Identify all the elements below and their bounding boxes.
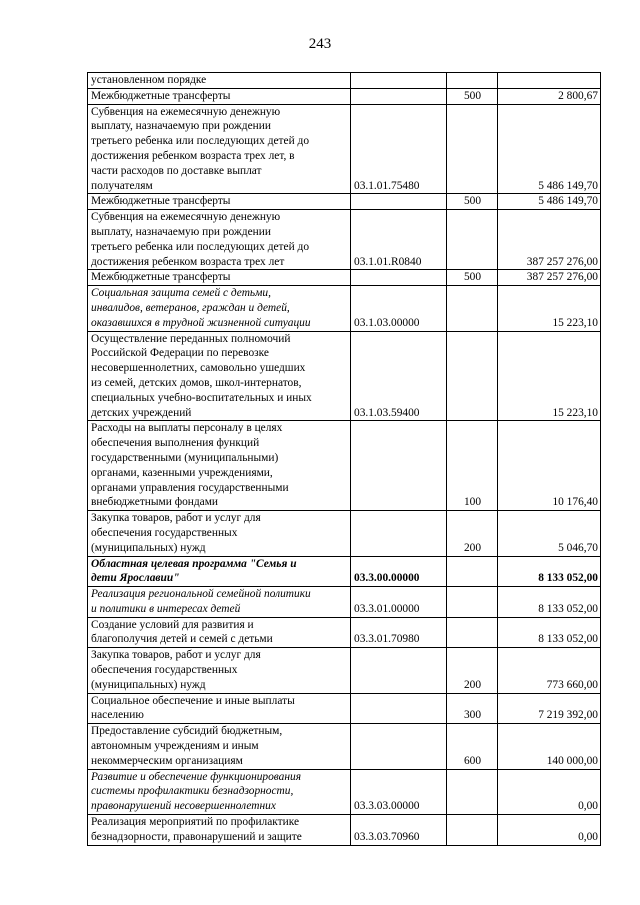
row-name-cell: Реализация региональной семейной политики и политики в интересах детей: [88, 587, 351, 618]
table-row: [88, 556, 601, 587]
row-name-cell: установленном порядке: [88, 73, 351, 89]
row-amount-cell: 387 257 276,00: [498, 210, 601, 270]
row-code-cell: 03.3.03.00000: [351, 769, 447, 814]
row-code-cell: [351, 270, 447, 286]
row-name-cell: Межбюджетные трансферты: [88, 88, 351, 104]
row-expense-type-cell: [447, 210, 498, 270]
row-expense-type-cell: [447, 331, 498, 421]
table-row: [88, 210, 601, 270]
page-number: 243: [308, 36, 332, 52]
table-row: [88, 194, 601, 210]
row-code-cell: [351, 73, 447, 89]
table-row: [88, 270, 601, 286]
row-code-cell: 03.1.01.75480: [351, 104, 447, 194]
row-name-cell: Социальное обеспечение и иные выплаты населению: [88, 693, 351, 724]
row-amount-cell: 7 219 392,00: [498, 693, 601, 724]
table-row: [88, 88, 601, 104]
row-amount-cell: 8 133 052,00: [498, 556, 601, 587]
budget-table-body: [88, 73, 601, 846]
row-name-cell: Развитие и обеспечение функционирования системы профилактики безнадзорности, правонарушений несовершеннолетних: [88, 769, 351, 814]
row-amount-cell: 5 486 149,70: [498, 104, 601, 194]
row-code-cell: [351, 194, 447, 210]
table-row: [88, 104, 601, 194]
row-expense-type-cell: [447, 587, 498, 618]
row-name-cell: Субвенция на ежемесячную денежную выплату, назначаемую при рождении третьего ребенка или последующих детей до достижения ребенком возраста трех лет: [88, 210, 351, 270]
table-row: [88, 511, 601, 556]
row-expense-type-cell: 500: [447, 194, 498, 210]
row-name-cell: Социальная защита семей с детьми, инвалидов, ветеранов, граждан и детей, оказавшихся в трудной жизненной ситуации: [88, 286, 351, 331]
table-row: [88, 587, 601, 618]
row-amount-cell: 10 176,40: [498, 421, 601, 511]
row-expense-type-cell: [447, 617, 498, 648]
row-code-cell: [351, 648, 447, 693]
row-amount-cell: 8 133 052,00: [498, 587, 601, 618]
table-row: [88, 331, 601, 421]
row-expense-type-cell: [447, 815, 498, 846]
table-row: [88, 648, 601, 693]
row-amount-cell: 5 046,70: [498, 511, 601, 556]
table-row: [88, 617, 601, 648]
row-expense-type-cell: 600: [447, 724, 498, 769]
row-expense-type-cell: [447, 104, 498, 194]
row-expense-type-cell: [447, 769, 498, 814]
table-row: [88, 815, 601, 846]
row-code-cell: 03.1.01.R0840: [351, 210, 447, 270]
row-name-cell: Закупка товаров, работ и услуг для обеспечения государственных (муниципальных) нужд: [88, 511, 351, 556]
row-name-cell: Закупка товаров, работ и услуг для обеспечения государственных (муниципальных) нужд: [88, 648, 351, 693]
row-code-cell: 03.3.01.00000: [351, 587, 447, 618]
row-expense-type-cell: 500: [447, 88, 498, 104]
row-name-cell: Осуществление переданных полномочий Российской Федерации по перевозке несовершеннолетних, самовольно ушедших из семей, детских домов, школ-интернатов, специальных учебно-воспитательных и иных детских учреждений: [88, 331, 351, 421]
row-name-cell: Расходы на выплаты персоналу в целях обеспечения выполнения функций государственными (муниципальными) органами, казенными учреждениями, органами управления государственными внебюджетными фондами: [88, 421, 351, 511]
row-name-cell: Межбюджетные трансферты: [88, 194, 351, 210]
row-amount-cell: 387 257 276,00: [498, 270, 601, 286]
row-code-cell: [351, 724, 447, 769]
row-expense-type-cell: 300: [447, 693, 498, 724]
row-code-cell: [351, 511, 447, 556]
row-code-cell: 03.3.00.00000: [351, 556, 447, 587]
row-amount-cell: [498, 73, 601, 89]
row-expense-type-cell: 200: [447, 511, 498, 556]
row-code-cell: 03.1.03.00000: [351, 286, 447, 331]
row-name-cell: Предоставление субсидий бюджетным, автономным учреждениям и иным некоммерческим организациям: [88, 724, 351, 769]
row-expense-type-cell: [447, 286, 498, 331]
row-expense-type-cell: 500: [447, 270, 498, 286]
row-name-cell: Создание условий для развития и благополучия детей и семей с детьми: [88, 617, 351, 648]
row-amount-cell: 15 223,10: [498, 286, 601, 331]
row-code-cell: 03.3.01.70980: [351, 617, 447, 648]
row-amount-cell: 5 486 149,70: [498, 194, 601, 210]
row-amount-cell: 140 000,00: [498, 724, 601, 769]
row-expense-type-cell: 100: [447, 421, 498, 511]
row-name-cell: Реализация мероприятий по профилактике безнадзорности, правонарушений и защите: [88, 815, 351, 846]
row-amount-cell: 0,00: [498, 815, 601, 846]
table-row: [88, 693, 601, 724]
row-code-cell: [351, 88, 447, 104]
row-amount-cell: 15 223,10: [498, 331, 601, 421]
table-row: [88, 724, 601, 769]
row-name-cell: Межбюджетные трансферты: [88, 270, 351, 286]
table-row: [88, 421, 601, 511]
row-amount-cell: 0,00: [498, 769, 601, 814]
row-name-cell: Субвенция на ежемесячную денежную выплату, назначаемую при рождении третьего ребенка или последующих детей до достижения ребенком возраста трех лет, в части расходов по доставке выплат получателям: [88, 104, 351, 194]
row-expense-type-cell: 200: [447, 648, 498, 693]
budget-table: [87, 72, 601, 846]
row-amount-cell: 8 133 052,00: [498, 617, 601, 648]
table-row: [88, 73, 601, 89]
row-code-cell: 03.1.03.59400: [351, 331, 447, 421]
row-expense-type-cell: [447, 73, 498, 89]
row-code-cell: 03.3.03.70960: [351, 815, 447, 846]
row-amount-cell: 773 660,00: [498, 648, 601, 693]
row-expense-type-cell: [447, 556, 498, 587]
row-code-cell: [351, 421, 447, 511]
table-row: [88, 769, 601, 814]
row-name-cell: Областная целевая программа "Семья и дети Ярославии": [88, 556, 351, 587]
row-amount-cell: 2 800,67: [498, 88, 601, 104]
row-code-cell: [351, 693, 447, 724]
table-row: [88, 286, 601, 331]
